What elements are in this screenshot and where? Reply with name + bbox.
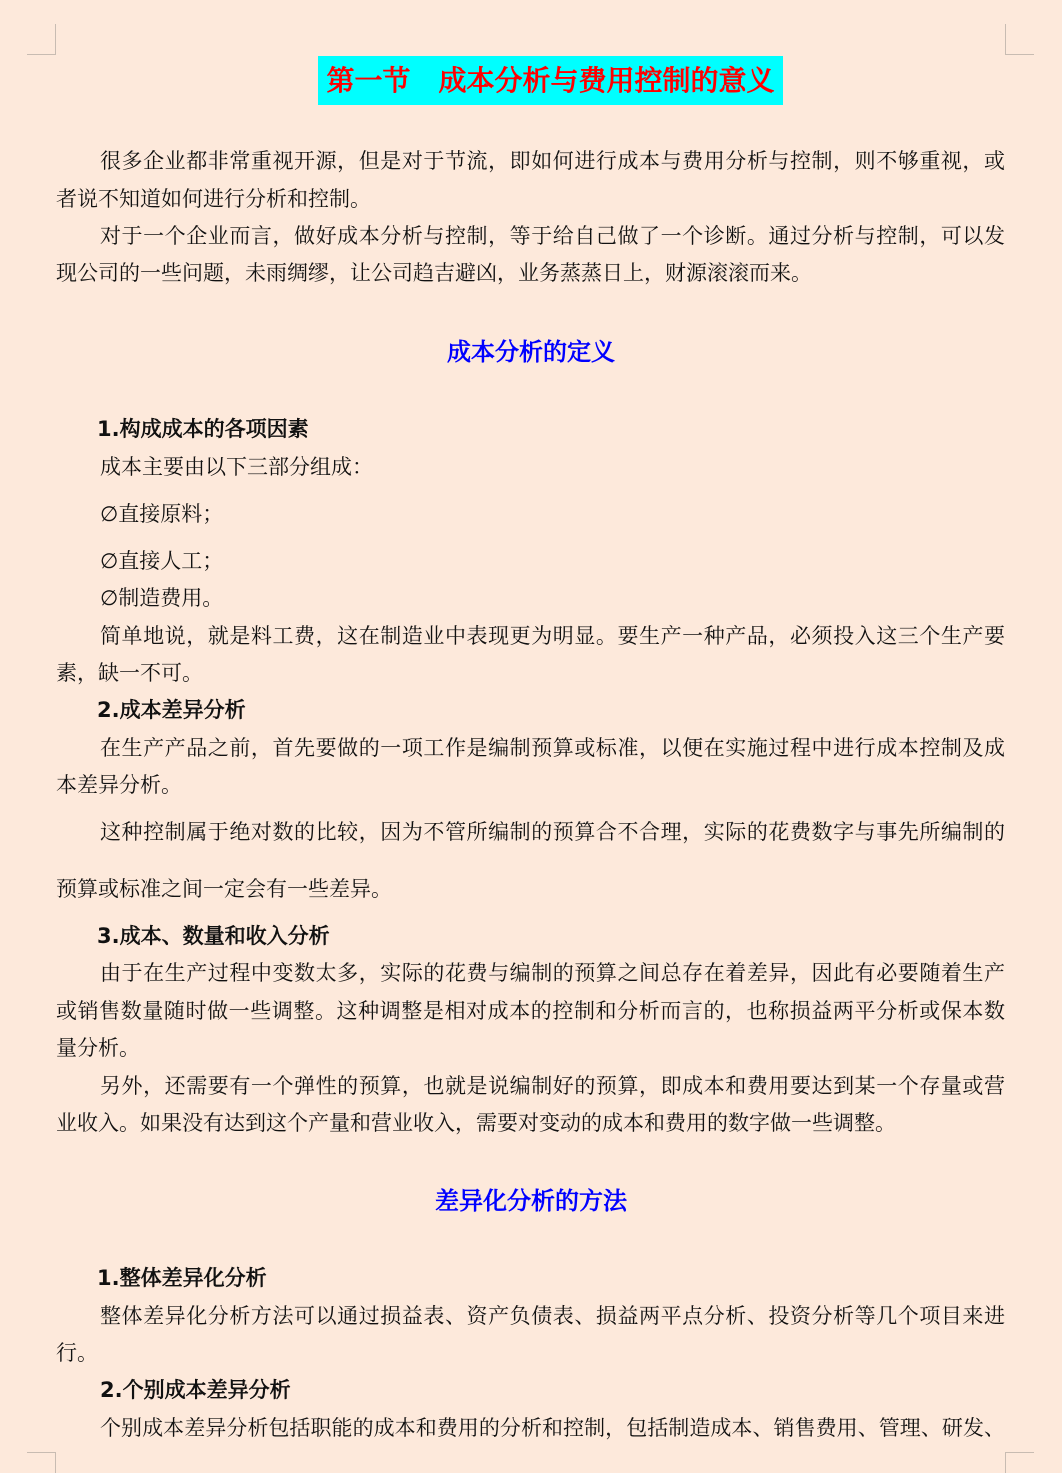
paragraph-line: 对于一个企业而言，做好成本分析与控制，等于给自己做了一个诊断。通过分析与控制，可以发	[100, 224, 1005, 248]
list-item: ∅直接人工；	[100, 549, 224, 573]
paragraph-line: 另外，还需要有一个弹性的预算，也就是说编制好的预算，即成本和费用要达到某一个存量或营	[100, 1074, 1005, 1098]
paragraph-line: 业收入。如果没有达到这个产量和营业收入，需要对变动的成本和费用的数字做一些调整。	[56, 1111, 896, 1135]
paragraph-line: 简单地说，就是料工费，这在制造业中表现更为明显。要生产一种产品，必须投入这三个生产要	[100, 624, 1005, 648]
section-heading: 差异化分析的方法	[435, 1187, 627, 1215]
paragraph-line: 由于在生产过程中变数太多，实际的花费与编制的预算之间总存在着差异，因此有必要随着生产	[100, 961, 1005, 985]
paragraph-line: 量分析。	[56, 1036, 140, 1060]
paragraph-line: 这种控制属于绝对数的比较，因为不管所编制的预算合不合理，实际的花费数字与事先所编制的	[100, 820, 1005, 844]
paragraph-line: 本差异分析。	[56, 773, 182, 797]
paragraph-line: 成本主要由以下三部分组成：	[100, 455, 373, 479]
page-corner-mark	[27, 24, 56, 55]
subsection-heading: 3.成本、数量和收入分析	[97, 924, 330, 948]
paragraph-line: 或销售数量随时做一些调整。这种调整是相对成本的控制和分析而言的，也称损益两平分析或保本数	[56, 999, 1005, 1023]
list-item: ∅直接原料；	[100, 502, 224, 526]
subsection-heading: 2.个别成本差异分析	[100, 1378, 291, 1402]
paragraph-line: 整体差异化分析方法可以通过损益表、资产负债表、损益两平点分析、投资分析等几个项目来进	[100, 1304, 1005, 1328]
paragraph-line: 现公司的一些问题，未雨绸缪，让公司趋吉避凶，业务蒸蒸日上，财源滚滚而来。	[56, 261, 812, 285]
subsection-heading: 1.整体差异化分析	[97, 1266, 267, 1290]
page-corner-mark	[27, 1452, 56, 1473]
paragraph-line: 个别成本差异分析包括职能的成本和费用的分析和控制，包括制造成本、销售费用、管理、研发、	[100, 1416, 1005, 1440]
paragraph-line: 很多企业都非常重视开源，但是对于节流，即如何进行成本与费用分析与控制，则不够重视，或	[100, 149, 1005, 173]
page-corner-mark	[1005, 1452, 1034, 1473]
paragraph-line: 行。	[56, 1341, 98, 1365]
paragraph-line: 预算或标准之间一定会有一些差异。	[56, 877, 392, 901]
page-corner-mark	[1005, 24, 1034, 55]
subsection-heading: 2.成本差异分析	[97, 698, 246, 722]
paragraph-line: 者说不知道如何进行分析和控制。	[56, 187, 371, 211]
subsection-heading: 1.构成成本的各项因素	[97, 417, 309, 441]
section-heading: 成本分析的定义	[447, 338, 615, 366]
chapter-title: 第一节 成本分析与费用控制的意义	[318, 56, 783, 105]
paragraph-line: 素，缺一不可。	[56, 661, 203, 685]
paragraph-line: 在生产产品之前，首先要做的一项工作是编制预算或标准，以便在实施过程中进行成本控制及成	[100, 736, 1005, 760]
list-item: ∅制造费用。	[100, 586, 224, 610]
